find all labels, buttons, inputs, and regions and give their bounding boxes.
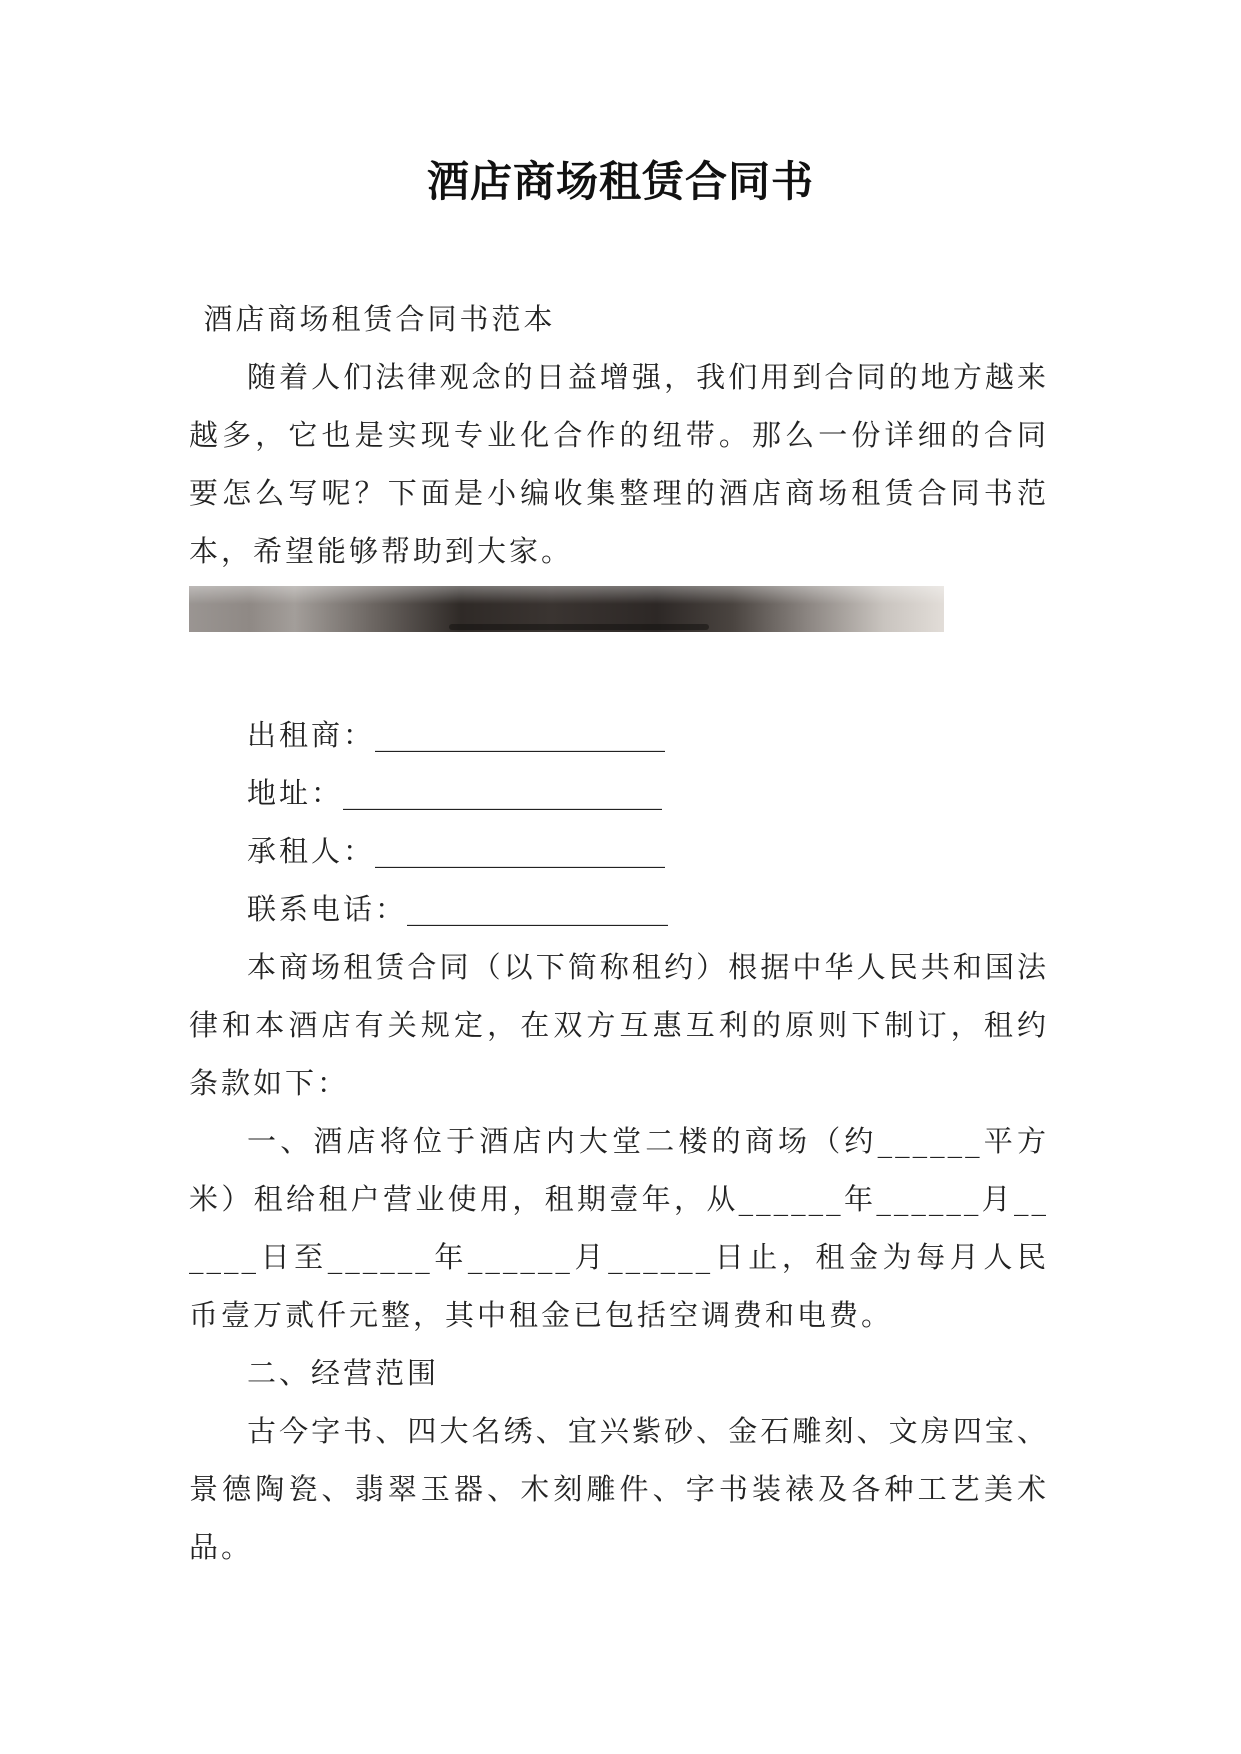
- field-blank: ____________________: [375, 718, 666, 752]
- document-body: [189, 290, 1049, 1576]
- clause-1-paragraph: 一、酒店将位于酒店内大堂二楼的商场（约______平方米）租给租户营业使用，租期壹年，从______年______月______日至______年______月______日止，租金为每月人民币壹万贰仟元整，其中租金已包括空调费和电费。: [189, 1124, 1049, 1332]
- phone-field: [189, 880, 1049, 938]
- document-title: 酒店商场租赁合同书: [426, 157, 814, 206]
- address-field: [189, 764, 1049, 822]
- clause-2-heading: 二、经营范围: [247, 1356, 440, 1390]
- field-label: 承租人：: [247, 834, 376, 868]
- field-blank: ____________________: [375, 834, 666, 868]
- field-label: 地址：: [247, 776, 344, 810]
- field-label: 出租商：: [247, 718, 376, 752]
- clause-2-body: 古今字书、四大名绣、宜兴紫砂、金石雕刻、文房四宝、景德陶瓷、翡翠玉器、木刻雕件、字书装裱及各种工艺美术品。: [189, 1414, 1049, 1564]
- preamble-paragraph: 本商场租赁合同（以下简称租约）根据中华人民共和国法律和本酒店有关规定，在双方互惠互利的原则下制订，租约条款如下：: [189, 950, 1049, 1100]
- document-subtitle: 酒店商场租赁合同书范本: [203, 302, 556, 336]
- field-blank: __________________: [407, 892, 669, 926]
- banner-image: [189, 586, 944, 632]
- lessee-field: [189, 822, 1049, 880]
- spacer: [189, 632, 1049, 706]
- field-label: 联系电话：: [247, 892, 408, 926]
- lessor-field: [189, 706, 1049, 764]
- field-blank: ______________________: [343, 776, 663, 810]
- intro-paragraph: 随着人们法律观念的日益增强，我们用到合同的地方越来越多，它也是实现专业化合作的纽带。那么一份详细的合同要怎么写呢？下面是小编收集整理的酒店商场租赁合同书范本，希望能够帮助到大家。: [189, 360, 1049, 568]
